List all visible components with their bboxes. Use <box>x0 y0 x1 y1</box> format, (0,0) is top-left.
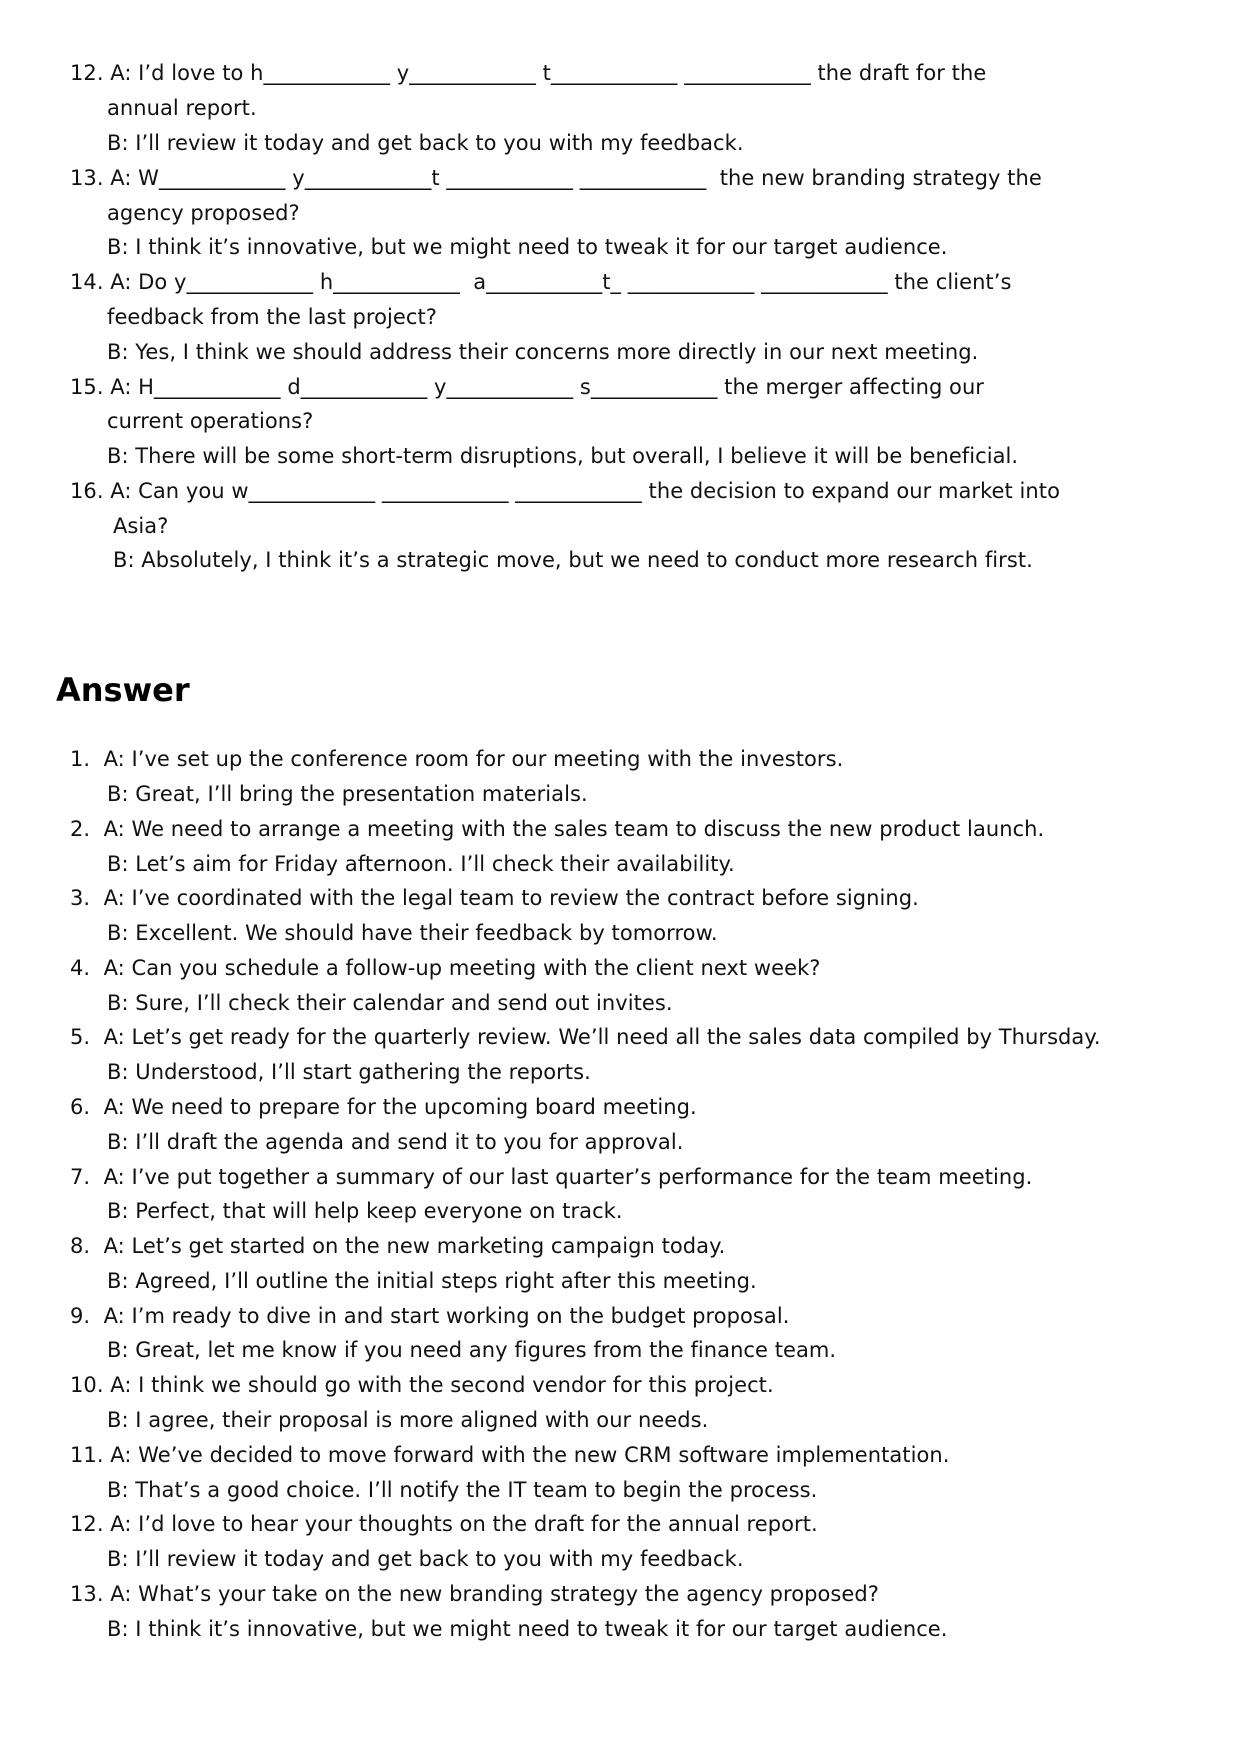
answer-item-5-a: 5. A: Let’s get ready for the quarterly review. We’ll need all the sales data compiled by Thursday. <box>70 1025 1101 1049</box>
exercise-item-12-question: 12. A: I’d love to h____________ y____________ t____________ ____________ the draft for the <box>70 61 987 85</box>
answer-item-8-a: 8. A: Let’s get started on the new marketing campaign today. <box>70 1234 726 1258</box>
answer-item-3-a: 3. A: I’ve coordinated with the legal team to review the contract before signing. <box>70 886 919 910</box>
exercise-item-12-response: B: I’ll review it today and get back to you with my feedback. <box>107 131 744 155</box>
answer-item-6-a: 6. A: We need to prepare for the upcoming board meeting. <box>70 1095 697 1119</box>
exercise-item-14-response: B: Yes, I think we should address their concerns more directly in our next meeting. <box>107 340 979 364</box>
exercise-item-13-question-cont: agency proposed? <box>107 201 300 225</box>
answer-item-13-a: 13. A: What’s your take on the new branding strategy the agency proposed? <box>70 1582 879 1606</box>
answer-item-1-a: 1. A: I’ve set up the conference room for our meeting with the investors. <box>70 747 844 771</box>
answer-item-1-b: B: Great, I’ll bring the presentation materials. <box>107 782 588 806</box>
answer-item-7-a: 7. A: I’ve put together a summary of our last quarter’s performance for the team meeting. <box>70 1165 1033 1189</box>
answer-item-9-b: B: Great, let me know if you need any figures from the finance team. <box>107 1338 837 1362</box>
answer-item-11-b: B: That’s a good choice. I’ll notify the IT team to begin the process. <box>107 1478 818 1502</box>
exercise-item-14-question-cont: feedback from the last project? <box>107 305 437 329</box>
answer-item-2-a: 2. A: We need to arrange a meeting with the sales team to discuss the new product launch. <box>70 817 1045 841</box>
answer-item-10-a: 10. A: I think we should go with the second vendor for this project. <box>70 1373 774 1397</box>
answer-item-13-b: B: I think it’s innovative, but we might need to tweak it for our target audience. <box>107 1617 948 1641</box>
answer-item-2-b: B: Let’s aim for Friday afternoon. I’ll check their availability. <box>107 852 735 876</box>
answer-item-4-a: 4. A: Can you schedule a follow-up meeting with the client next week? <box>70 956 821 980</box>
exercise-item-14-question: 14. A: Do y____________ h____________ a___________t_ ____________ ____________ the client’s <box>70 270 1012 294</box>
answer-item-7-b: B: Perfect, that will help keep everyone on track. <box>107 1199 623 1223</box>
answer-item-4-b: B: Sure, I’ll check their calendar and send out invites. <box>107 991 673 1015</box>
answer-item-10-b: B: I agree, their proposal is more aligned with our needs. <box>107 1408 709 1432</box>
answer-item-6-b: B: I’ll draft the agenda and send it to you for approval. <box>107 1130 684 1154</box>
exercise-item-12-question-cont: annual report. <box>107 96 257 120</box>
answer-item-5-b: B: Understood, I’ll start gathering the reports. <box>107 1060 591 1084</box>
answer-item-12-a: 12. A: I’d love to hear your thoughts on the draft for the annual report. <box>70 1512 818 1536</box>
exercise-item-15-response: B: There will be some short-term disruptions, but overall, I believe it will be beneficial. <box>107 444 1019 468</box>
exercise-item-13-question: 13. A: W____________ y____________t ____________ ____________ the new branding strategy the <box>70 166 1042 190</box>
exercise-item-16-question: 16. A: Can you w____________ ____________ ____________ the decision to expand our market into <box>70 479 1060 503</box>
exercise-item-16-response: B: Absolutely, I think it’s a strategic move, but we need to conduct more research first. <box>113 548 1033 572</box>
answer-item-9-a: 9. A: I’m ready to dive in and start working on the budget proposal. <box>70 1304 790 1328</box>
exercise-item-16-question-cont: Asia? <box>113 514 169 538</box>
answer-heading: Answer <box>56 671 190 709</box>
exercise-item-13-response: B: I think it’s innovative, but we might need to tweak it for our target audience. <box>107 235 948 259</box>
exercise-item-15-question: 15. A: H____________ d____________ y____________ s____________ the merger affecting our <box>70 375 984 399</box>
answer-item-12-b: B: I’ll review it today and get back to you with my feedback. <box>107 1547 744 1571</box>
answer-item-11-a: 11. A: We’ve decided to move forward with the new CRM software implementation. <box>70 1443 950 1467</box>
exercise-item-15-question-cont: current operations? <box>107 409 314 433</box>
answer-item-3-b: B: Excellent. We should have their feedback by tomorrow. <box>107 921 718 945</box>
answer-item-8-b: B: Agreed, I’ll outline the initial steps right after this meeting. <box>107 1269 757 1293</box>
